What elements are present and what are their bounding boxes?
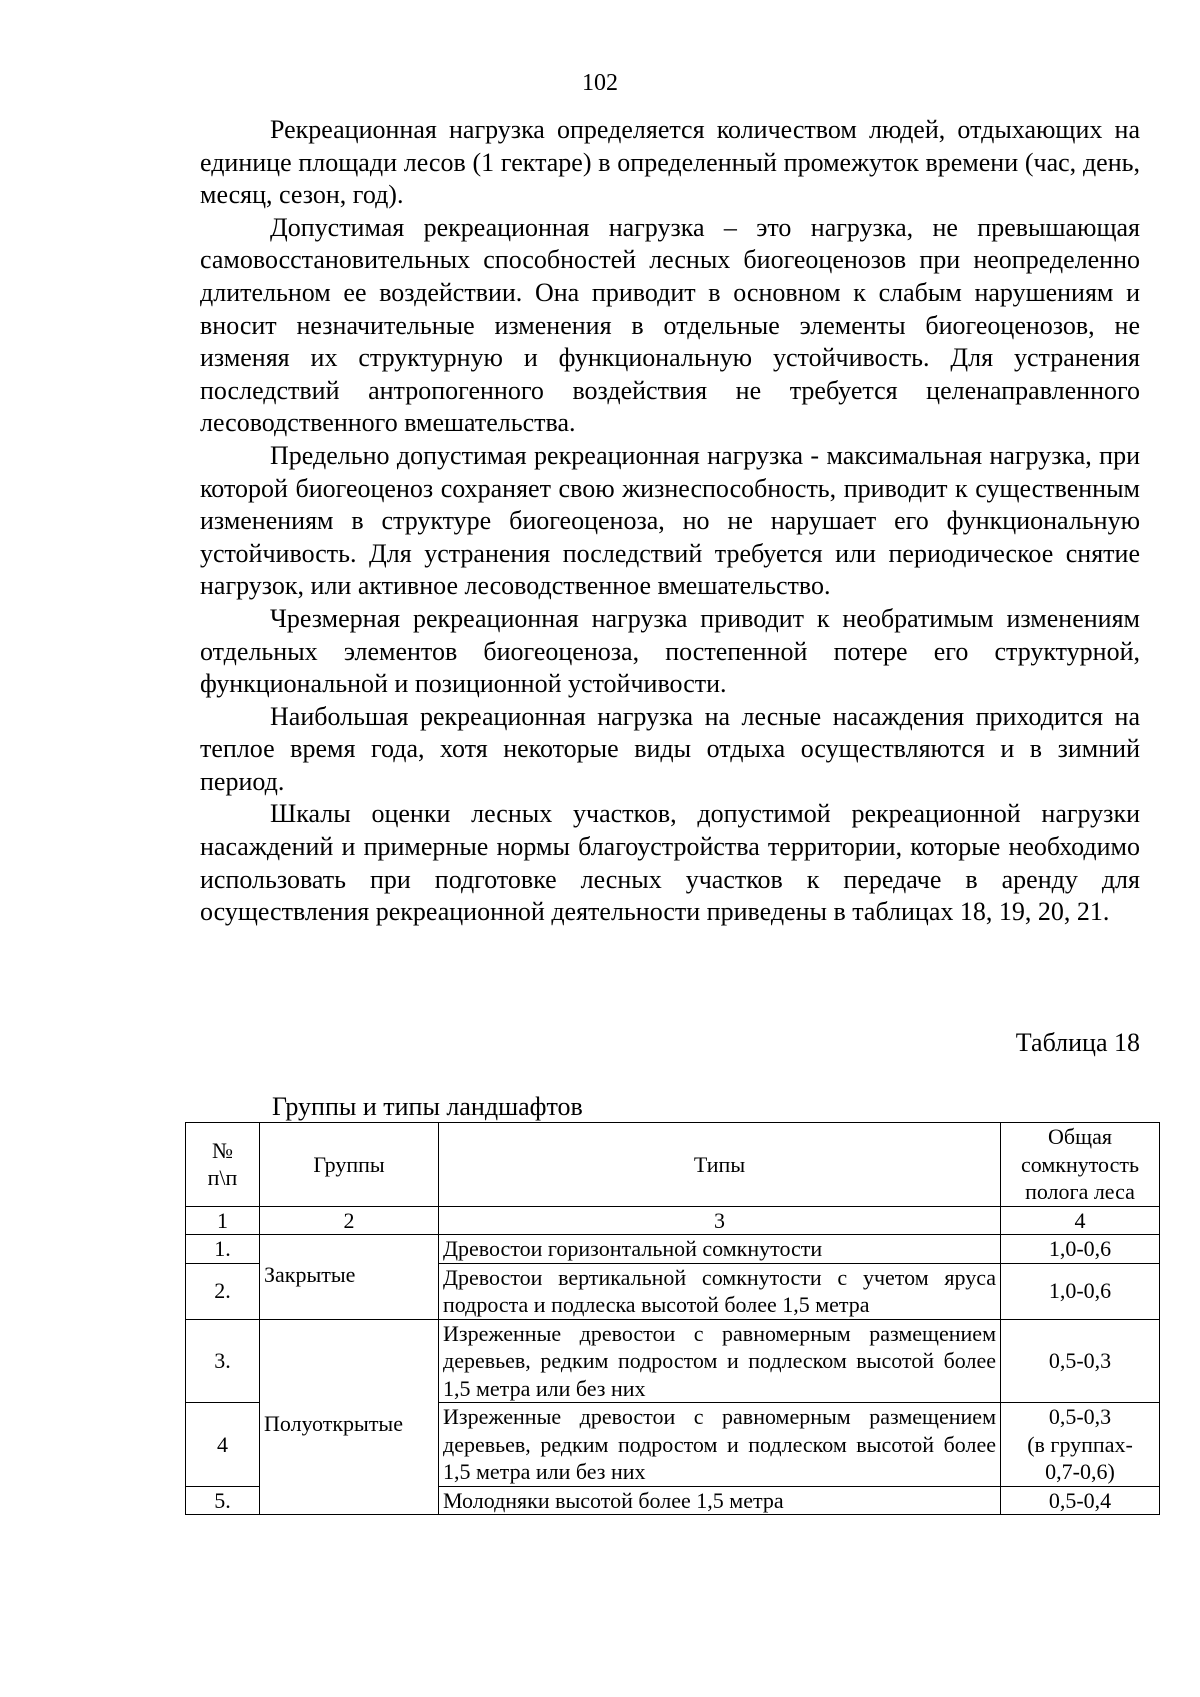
table-row xyxy=(186,1235,1160,1264)
row-number: 4 xyxy=(186,1403,260,1487)
table-header-row xyxy=(186,1123,1160,1207)
header-cover-line: сомкнутость xyxy=(1020,1151,1139,1177)
paragraph: Рекреационная нагрузка определяется количеством людей, отдыхающих на единице площади лесов (1 гектаре) в определенный промежуток времени (час, день, месяц, сезон, год). xyxy=(200,115,1140,210)
table-title: Группы и типы ландшафтов xyxy=(272,1092,583,1121)
cover-value: 1,0-0,6 xyxy=(1001,1235,1160,1264)
cover-value-line: 0,7-0,6) xyxy=(1045,1459,1115,1484)
page-number: 102 xyxy=(582,70,618,96)
column-index-row xyxy=(186,1206,1160,1235)
cover-value xyxy=(1001,1403,1160,1487)
paragraph: Допустимая рекреационная нагрузка – это нагрузка, не превышающая самовосстановительных способностей лесных биогеоценозов при неопределенно длительном ее воздействии. Она приводит в основном к слабым нарушениям и вносит незначительные изменения в отдельные элементы биогеоценозов, не изменяя их структурную и функциональную устойчивость. Для устранения последствий антропогенного воздействия не требуется целенаправленного лесоводственного вмешательства. xyxy=(200,212,1140,438)
row-number: 3. xyxy=(186,1319,260,1403)
table-row xyxy=(186,1319,1160,1403)
header-cover-line: Общая xyxy=(1048,1124,1112,1149)
cover-value-line: 0,5-0,3 xyxy=(1048,1404,1112,1429)
header-types: Типы xyxy=(439,1123,1001,1207)
header-number xyxy=(186,1123,260,1207)
type-cell: Древостои горизонтальной сомкнутости xyxy=(439,1235,1001,1264)
type-cell: Древостои вертикальной сомкнутости с учетом яруса подроста и подлеска высотой более 1,5 метра xyxy=(439,1263,1001,1319)
paragraph: Наибольшая рекреационная нагрузка на лесные насаждения приходится на теплое время года, хотя некоторые виды отдыха осуществляются и в зимний период. xyxy=(200,701,1140,796)
type-cell: Изреженные древостои с равномерным размещением деревьев, редким подростом и подлеском высотой более 1,5 метра или без них xyxy=(439,1403,1001,1487)
column-index: 1 xyxy=(186,1206,260,1235)
column-index: 2 xyxy=(260,1206,439,1235)
body-text xyxy=(200,114,1140,929)
header-canopy-cover xyxy=(1001,1123,1160,1207)
cover-value-line: (в группах- xyxy=(1027,1431,1133,1457)
group-cell: Закрытые xyxy=(260,1235,439,1320)
type-cell: Изреженные древостои с равномерным размещением деревьев, редким подростом и подлеском высотой более 1,5 метра или без них xyxy=(439,1319,1001,1403)
column-index: 4 xyxy=(1001,1206,1160,1235)
header-cover-line: полога леса xyxy=(1025,1179,1135,1204)
table-label: Таблица 18 xyxy=(1015,1028,1140,1057)
paragraph: Шкалы оценки лесных участков, допустимой рекреационной нагрузки насаждений и примерные нормы благоустройства территории, которые необходимо использовать при подготовке лесных участков к передаче в аренду для осуществления рекреационной деятельности приведены в таблицах 18, 19, 20, 21. xyxy=(200,799,1140,927)
header-groups: Группы xyxy=(260,1123,439,1207)
row-number: 5. xyxy=(186,1486,260,1515)
row-number: 2. xyxy=(186,1263,260,1319)
paragraph: Предельно допустимая рекреационная нагрузка - максимальная нагрузка, при которой биогеоценоз сохраняет свою жизнеспособность, приводит к существенным изменениям в структуре биогеоценоза, но не нарушает его функциональную устойчивость. Для устранения последствий требуется или периодическое снятие нагрузок, или активное лесоводственное вмешательство. xyxy=(200,440,1140,601)
type-cell: Молодняки высотой более 1,5 метра xyxy=(439,1486,1001,1515)
landscape-table xyxy=(185,1122,1160,1515)
row-number: 1. xyxy=(186,1235,260,1264)
header-number-line: п\п xyxy=(207,1165,238,1191)
cover-value: 0,5-0,4 xyxy=(1001,1486,1160,1515)
cover-value: 1,0-0,6 xyxy=(1001,1263,1160,1319)
paragraph: Чрезмерная рекреационная нагрузка приводит к необратимым изменениям отдельных элементов биогеоценоза, постепенной потере его структурной, функциональной и позиционной устойчивости. xyxy=(200,603,1140,699)
cover-value: 0,5-0,3 xyxy=(1001,1319,1160,1403)
group-cell: Полуоткрытые xyxy=(260,1319,439,1515)
column-index: 3 xyxy=(439,1206,1001,1235)
header-number-line: № xyxy=(212,1137,233,1163)
